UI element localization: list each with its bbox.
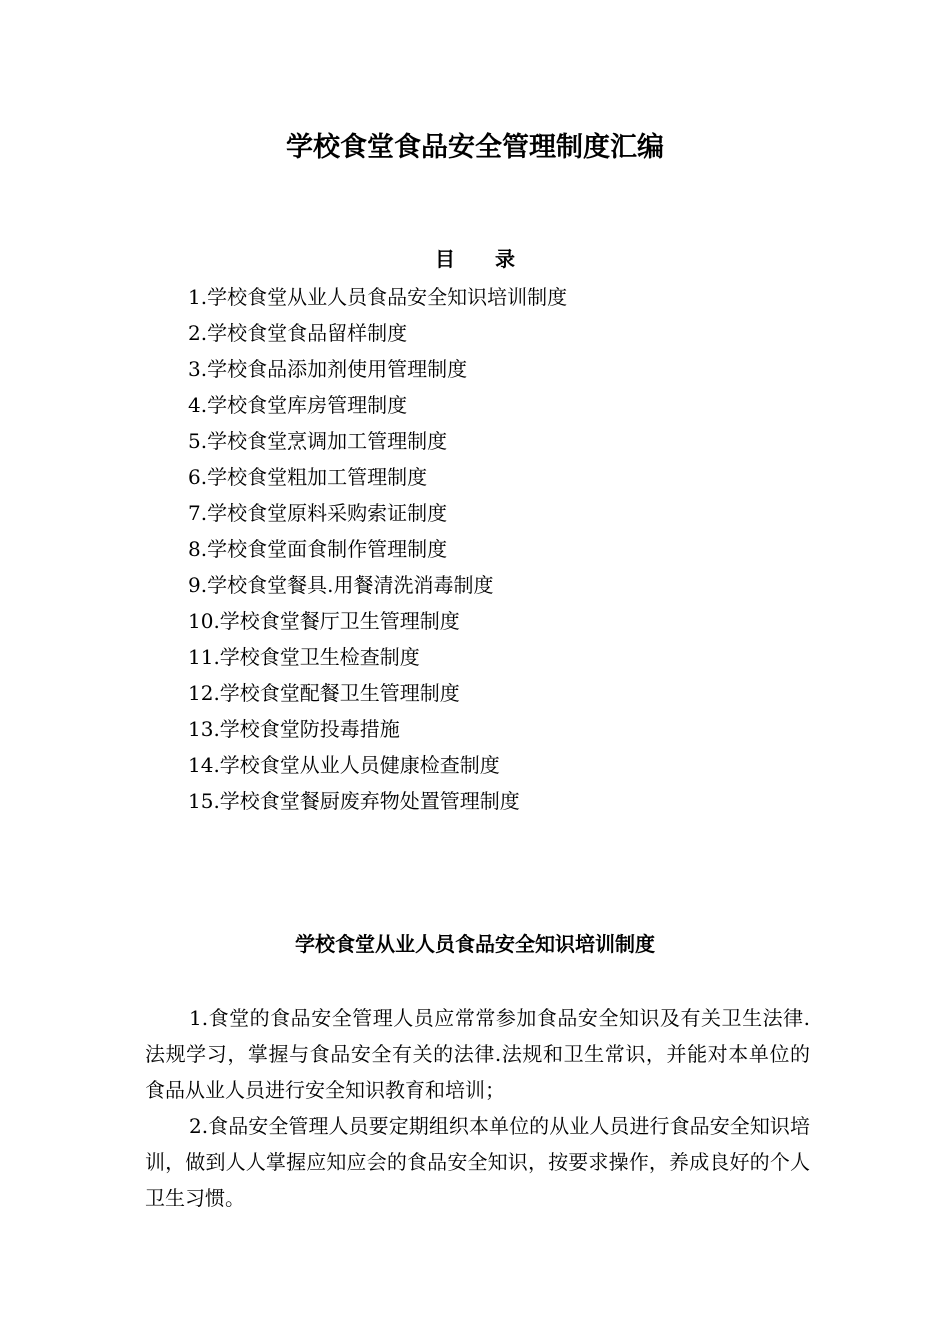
body-paragraph: 2.食品安全管理人员要定期组织本单位的从业人员进行食品安全知识培训，做到人人掌握应知应会的食品安全知识，按要求操作，养成良好的个人卫生习惯。	[145, 1114, 810, 1210]
toc-item: 14.学校食堂从业人员健康检查制度	[188, 753, 500, 777]
toc-item: 3.学校食品添加剂使用管理制度	[188, 357, 468, 381]
toc-heading	[0, 244, 950, 274]
body-paragraph: 1.食堂的食品安全管理人员应常常参加食品安全知识及有关卫生法律.法规学习，掌握与食品安全有关的法律.法规和卫生常识，并能对本单位的食品从业人员进行安全知识教育和培训；	[145, 1006, 810, 1102]
toc-item: 1.学校食堂从业人员食品安全知识培训制度	[188, 285, 568, 309]
toc-list	[188, 279, 567, 819]
toc-item: 7.学校食堂原料采购索证制度	[188, 501, 448, 525]
section-title: 学校食堂从业人员食品安全知识培训制度	[295, 932, 655, 956]
toc-item: 9.学校食堂餐具.用餐清洗消毒制度	[188, 573, 494, 597]
toc-item: 13.学校食堂防投毒措施	[188, 717, 400, 741]
toc-item: 15.学校食堂餐厨废弃物处置管理制度	[188, 789, 520, 813]
toc-heading-part2: 录	[495, 247, 515, 271]
toc-heading-part1: 目	[435, 247, 455, 271]
section-body	[145, 1000, 810, 1216]
toc-item: 11.学校食堂卫生检查制度	[188, 645, 420, 669]
toc-item: 8.学校食堂面食制作管理制度	[188, 537, 448, 561]
toc-item: 10.学校食堂餐厅卫生管理制度	[188, 609, 460, 633]
toc-item: 4.学校食堂库房管理制度	[188, 393, 408, 417]
toc-item: 2.学校食堂食品留样制度	[188, 321, 408, 345]
toc-item: 6.学校食堂粗加工管理制度	[188, 465, 428, 489]
document-title: 学校食堂食品安全管理制度汇编	[286, 132, 664, 163]
toc-item: 5.学校食堂烹调加工管理制度	[188, 429, 448, 453]
toc-item: 12.学校食堂配餐卫生管理制度	[188, 681, 460, 705]
